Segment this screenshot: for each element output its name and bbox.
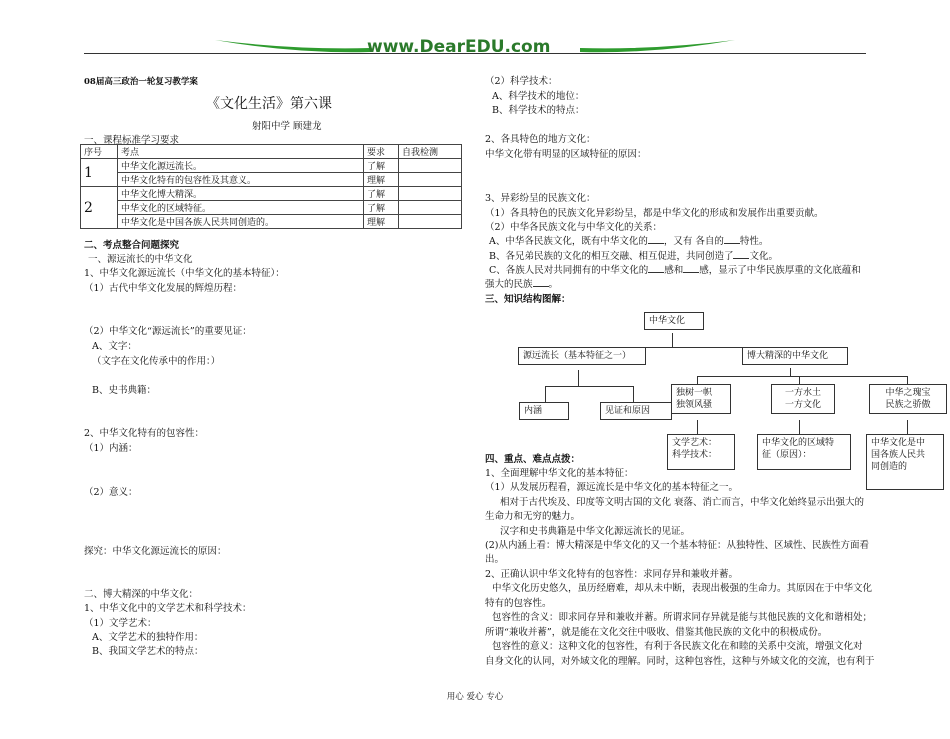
table-cell: 中华文化博大精深。 <box>118 187 364 201</box>
text-line: 自身文化的认同，对外域文化的理解。同时，这种包容性，这种与外域文化的交流，也有利于 <box>485 656 875 667</box>
table-cell: 了解 <box>364 201 399 215</box>
doc-tag: 08届高三政治一轮复习教学案 <box>84 77 198 87</box>
text-line: A、文学艺术的独特作用： <box>92 632 204 643</box>
node-b: 博大精深的中华文化 <box>742 347 848 365</box>
col-header: 自我检测 <box>399 145 462 159</box>
col-header: 考点 <box>118 145 364 159</box>
node-b3: 中华之瑰宝 民族之骄傲 <box>869 384 947 414</box>
self-check-cell[interactable] <box>399 173 462 187</box>
text-line: （2）意义： <box>84 487 138 498</box>
connector <box>545 386 633 387</box>
table-row <box>81 215 462 229</box>
text-line: 汉字和史书典籍是中华文化源远流长的见证。 <box>500 526 691 537</box>
page-footer: 用心 爱心 专心 <box>446 692 504 702</box>
table-cell: 理解 <box>364 215 399 229</box>
node-c3: 中华文化是中 国各族人民共 同创造的 <box>866 434 944 490</box>
text-line: 所谓“兼收并蓄”，就是能在文化交往中吸收、借鉴其他民族的文化中的积极成份。 <box>485 627 828 638</box>
text-fragment: 感和 <box>664 265 684 276</box>
text-fragment: 特性。 <box>739 236 769 247</box>
self-check-cell[interactable] <box>399 187 462 201</box>
table-header-row <box>81 145 462 159</box>
blank-field[interactable] <box>648 272 664 273</box>
text-fragment: 感，显示了中华民族厚重的文化底蕴和 <box>699 265 861 276</box>
node-root: 中华文化 <box>644 312 704 330</box>
text-line: 特有的包容性。 <box>485 598 552 609</box>
author: 射阳中学 顾建龙 <box>252 121 322 132</box>
node-a1: 内涵 <box>519 402 569 420</box>
node-c1: 文学艺术： 科学技术： <box>667 434 735 470</box>
table-row <box>81 159 462 173</box>
text-line: 1、中华文化中的文学艺术和科学技术： <box>84 603 252 614</box>
group-number: 2 <box>81 187 118 229</box>
page-title: 《文化生活》第六课 <box>206 96 332 112</box>
connector <box>799 420 800 434</box>
fill-blank-line <box>489 233 768 247</box>
connector <box>672 333 673 347</box>
blank-field[interactable] <box>648 243 664 244</box>
connector <box>545 386 546 402</box>
col-header: 序号 <box>81 145 118 159</box>
group-number: 1 <box>81 159 118 187</box>
text-line: （1）古代中华文化发展的辉煌历程： <box>84 283 243 294</box>
text-line: （1）内涵： <box>84 443 138 454</box>
text-line: （文字在文化传承中的作用：） <box>92 356 221 367</box>
node-c2: 中华文化的区域特 征（原因）： <box>757 434 851 470</box>
connector <box>907 420 908 434</box>
node-a2: 见证和原因 <box>600 402 672 420</box>
blank-field[interactable] <box>733 258 749 259</box>
fill-blank-line <box>489 262 861 276</box>
section-3-heading: 三、知识结构图解： <box>485 294 571 305</box>
table-cell: 理解 <box>364 173 399 187</box>
text-fragment: C、各族人民对共同拥有的中华文化的 <box>489 265 649 276</box>
text-line: 2、中华文化特有的包容性： <box>84 428 205 439</box>
text-line: 2、各具特色的地方文化： <box>485 134 596 145</box>
node-b2: 一方水土 一方文化 <box>771 384 835 414</box>
text-line: （2）中华文化“源远流长”的重要见证： <box>84 326 252 337</box>
text-line: 探究：中华文化源远流长的原因： <box>84 546 227 557</box>
text-line: （1）文学艺术： <box>84 618 157 629</box>
connector <box>633 386 634 402</box>
connector <box>578 370 579 386</box>
text-line: 相对于古代埃及、印度等文明古国的文化 衰落、消亡而言，中华文化始终显示出强大的 <box>500 497 865 508</box>
table-cell: 中华文化是中国各族人民共同创造的。 <box>118 215 364 229</box>
text-line: （2）科学技术： <box>485 76 558 87</box>
table-row <box>81 173 462 187</box>
text-line: 包容性的意义：这种文化的包容性，有利于各民族文化在和睦的关系中交流，增强文化对 <box>492 641 863 652</box>
text-line: B、科学技术的特点： <box>492 105 585 116</box>
table-row <box>81 201 462 215</box>
text-fragment: ，又有 各自的 <box>663 236 724 247</box>
table-cell: 了解 <box>364 159 399 173</box>
connector <box>697 376 907 377</box>
self-check-cell[interactable] <box>399 215 462 229</box>
section-1-heading: 一、课程标准学习要求 <box>84 135 180 146</box>
logo-text[interactable]: www.DearEDU.com <box>367 37 551 57</box>
text-line: 一、源远流长的中华文化 <box>88 254 193 265</box>
blank-field[interactable] <box>533 286 549 287</box>
text-line: B、我国文学艺术的特点： <box>92 646 204 657</box>
text-line: A、科学技术的地位： <box>492 91 585 102</box>
text-line: 1、中华文化源远流长（中华文化的基本特征）： <box>84 268 285 279</box>
table-cell: 中华文化的区域特征。 <box>118 201 364 215</box>
table-cell: 了解 <box>364 187 399 201</box>
self-check-cell[interactable] <box>399 159 462 173</box>
text-line: 中华文化带有明显的区域特征的原因： <box>485 149 647 160</box>
connector <box>697 420 698 434</box>
blank-field[interactable] <box>724 243 740 244</box>
text-line: 1、全面理解中华文化的基本特征： <box>485 468 634 479</box>
col-header: 要求 <box>364 145 399 159</box>
text-line: 2、正确认识中华文化特有的包容性：求同存异和兼收并蓄。 <box>485 569 739 580</box>
header-logo <box>215 38 735 60</box>
connector <box>790 368 791 376</box>
text-line: （2）中华各民族文化与中华文化的关系： <box>485 222 663 233</box>
section-4-heading: 四、重点、难点点拨： <box>485 454 581 465</box>
connector <box>799 376 800 384</box>
header-rule <box>84 53 866 54</box>
text-fragment: A、中华各民族文化，既有中华文化的 <box>489 236 648 247</box>
node-a: 源远流长（基本特征之一） <box>518 347 646 365</box>
text-line: A、文字： <box>92 341 137 352</box>
connector <box>697 376 698 384</box>
table-cell: 中华文化源远流长。 <box>118 159 364 173</box>
blank-field[interactable] <box>683 272 699 273</box>
node-b1: 独树一帜 独领风骚 <box>671 384 731 414</box>
text-fragment: B、各兄弟民族的文化的相互交融、相互促进，共同创造了 <box>489 251 734 262</box>
text-line: 3、异彩纷呈的民族文化： <box>485 193 596 204</box>
text-fragment: 强大的民族 <box>485 279 533 290</box>
fill-blank-line <box>489 248 778 262</box>
connector <box>907 376 908 384</box>
text-line: 中华文化历史悠久，虽历经磨难，却从未中断，表现出极强的生命力。其原因在于中华文化 <box>492 583 873 594</box>
text-line: （1）各具特色的民族文化异彩纷呈，都是中华文化的形成和发展作出重要贡献。 <box>485 208 824 219</box>
section-2-heading: 二、考点整合问题探究 <box>84 240 180 251</box>
text-line: （1）从发展历程看，源远流长是中华文化的基本特征之一。 <box>485 482 739 493</box>
table-row <box>81 187 462 201</box>
self-check-cell[interactable] <box>399 201 462 215</box>
table-cell: 中华文化特有的包容性及其意义。 <box>118 173 364 187</box>
text-fragment: 文化。 <box>749 251 778 262</box>
text-line: (2)从内涵上看：博大精深是中华文化的又一个基本特征：从独特性、区域性、民族性方面看 <box>485 540 869 551</box>
requirements-table <box>80 144 462 229</box>
text-line: 包容性的含义：即求同存异和兼收并蓄。所谓求同存异就是能与其他民族的文化和谐相处； <box>492 612 873 623</box>
fill-blank-line <box>485 276 558 290</box>
text-line: 二、博大精深的中华文化： <box>84 589 199 600</box>
text-line: 出。 <box>485 554 505 565</box>
text-fragment: 。 <box>548 279 559 290</box>
text-line: B、史书典籍： <box>92 385 156 396</box>
text-line: 生命力和无穷的魅力。 <box>485 511 581 522</box>
